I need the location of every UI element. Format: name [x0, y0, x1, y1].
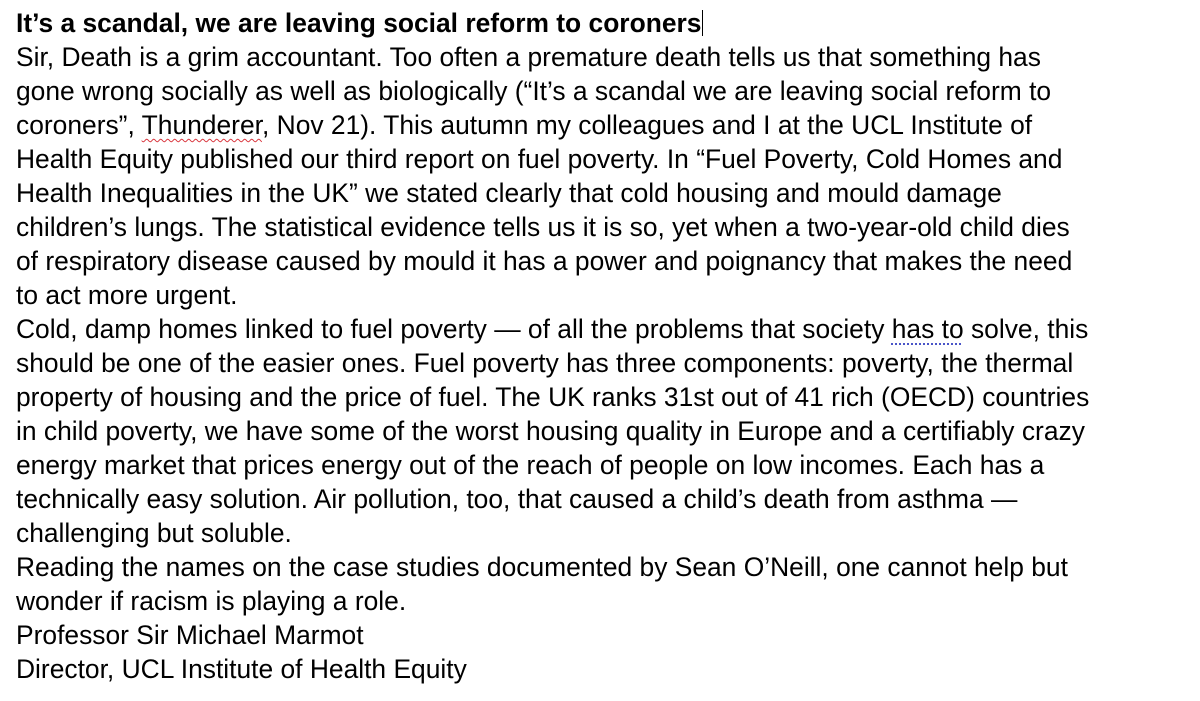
text-cursor: [702, 10, 703, 36]
document-body[interactable]: [16, 6, 1194, 686]
paragraph-1-line-3-end: , Nov 21). This autumn my colleagues and I at the UCL Institute of: [261, 110, 1033, 140]
paragraph-1-line-3-start: coroners”,: [16, 110, 142, 140]
paragraph-1-line-8: to act more urgent.: [16, 280, 238, 310]
paragraph-2-line-1: [16, 312, 1194, 346]
paragraph-1-line-7: of respiratory disease caused by mould it has a power and poignancy that makes the need: [16, 246, 1073, 276]
paragraph-1-line-3: [16, 108, 1194, 142]
paragraph-1: [16, 40, 1194, 312]
letter-title: [16, 6, 1194, 40]
paragraph-2-line-6: technically easy solution. Air pollution, too, that caused a child’s death from asthma —: [16, 484, 1018, 514]
paragraph-2-line-1-end: solve, this: [963, 314, 1089, 344]
signature-role: Director, UCL Institute of Health Equity: [16, 654, 467, 684]
signature-name: Professor Sir Michael Marmot: [16, 620, 364, 650]
paragraph-1-line-2: gone wrong socially as well as biologically (“It’s a scandal we are leaving social reform to: [16, 76, 1052, 106]
paragraph-3-line-1: Reading the names on the case studies documented by Sean O’Neill, one cannot help but: [16, 552, 1068, 582]
letter-title-text: It’s a scandal, we are leaving social reform to coroners: [16, 8, 702, 38]
paragraph-2-line-7: challenging but soluble.: [16, 518, 292, 548]
paragraph-3: [16, 550, 1194, 618]
paragraph-1-line-1: Sir, Death is a grim accountant. Too often a premature death tells us that something has: [16, 42, 1041, 72]
paragraph-2: [16, 312, 1194, 550]
paragraph-1-line-4: Health Equity published our third report on fuel poverty. In “Fuel Poverty, Cold Homes and: [16, 144, 1063, 174]
paragraph-1-line-6: children’s lungs. The statistical evidence tells us it is so, yet when a two-year-old child dies: [16, 212, 1070, 242]
paragraph-2-line-3: property of housing and the price of fuel. The UK ranks 31st out of 41 rich (OECD) countries: [16, 382, 1090, 412]
paragraph-2-line-4: in child poverty, we have some of the worst housing quality in Europe and a certifiably crazy: [16, 416, 1085, 446]
paragraph-1-line-5: Health Inequalities in the UK” we stated clearly that cold housing and mould damage: [16, 178, 1002, 208]
paragraph-2-line-2: should be one of the easier ones. Fuel poverty has three components: poverty, the thermal: [16, 348, 1074, 378]
paragraph-2-line-1-start: Cold, damp homes linked to fuel poverty — of all the problems that society: [16, 314, 892, 344]
grammar-flagged-phrase[interactable]: has to: [891, 314, 964, 344]
spelling-flagged-word[interactable]: Thunderer: [141, 110, 262, 140]
paragraph-2-line-5: energy market that prices energy out of the reach of people on low incomes. Each has a: [16, 450, 1045, 480]
paragraph-3-line-2: wonder if racism is playing a role.: [16, 586, 407, 616]
signature-block: [16, 618, 1194, 686]
